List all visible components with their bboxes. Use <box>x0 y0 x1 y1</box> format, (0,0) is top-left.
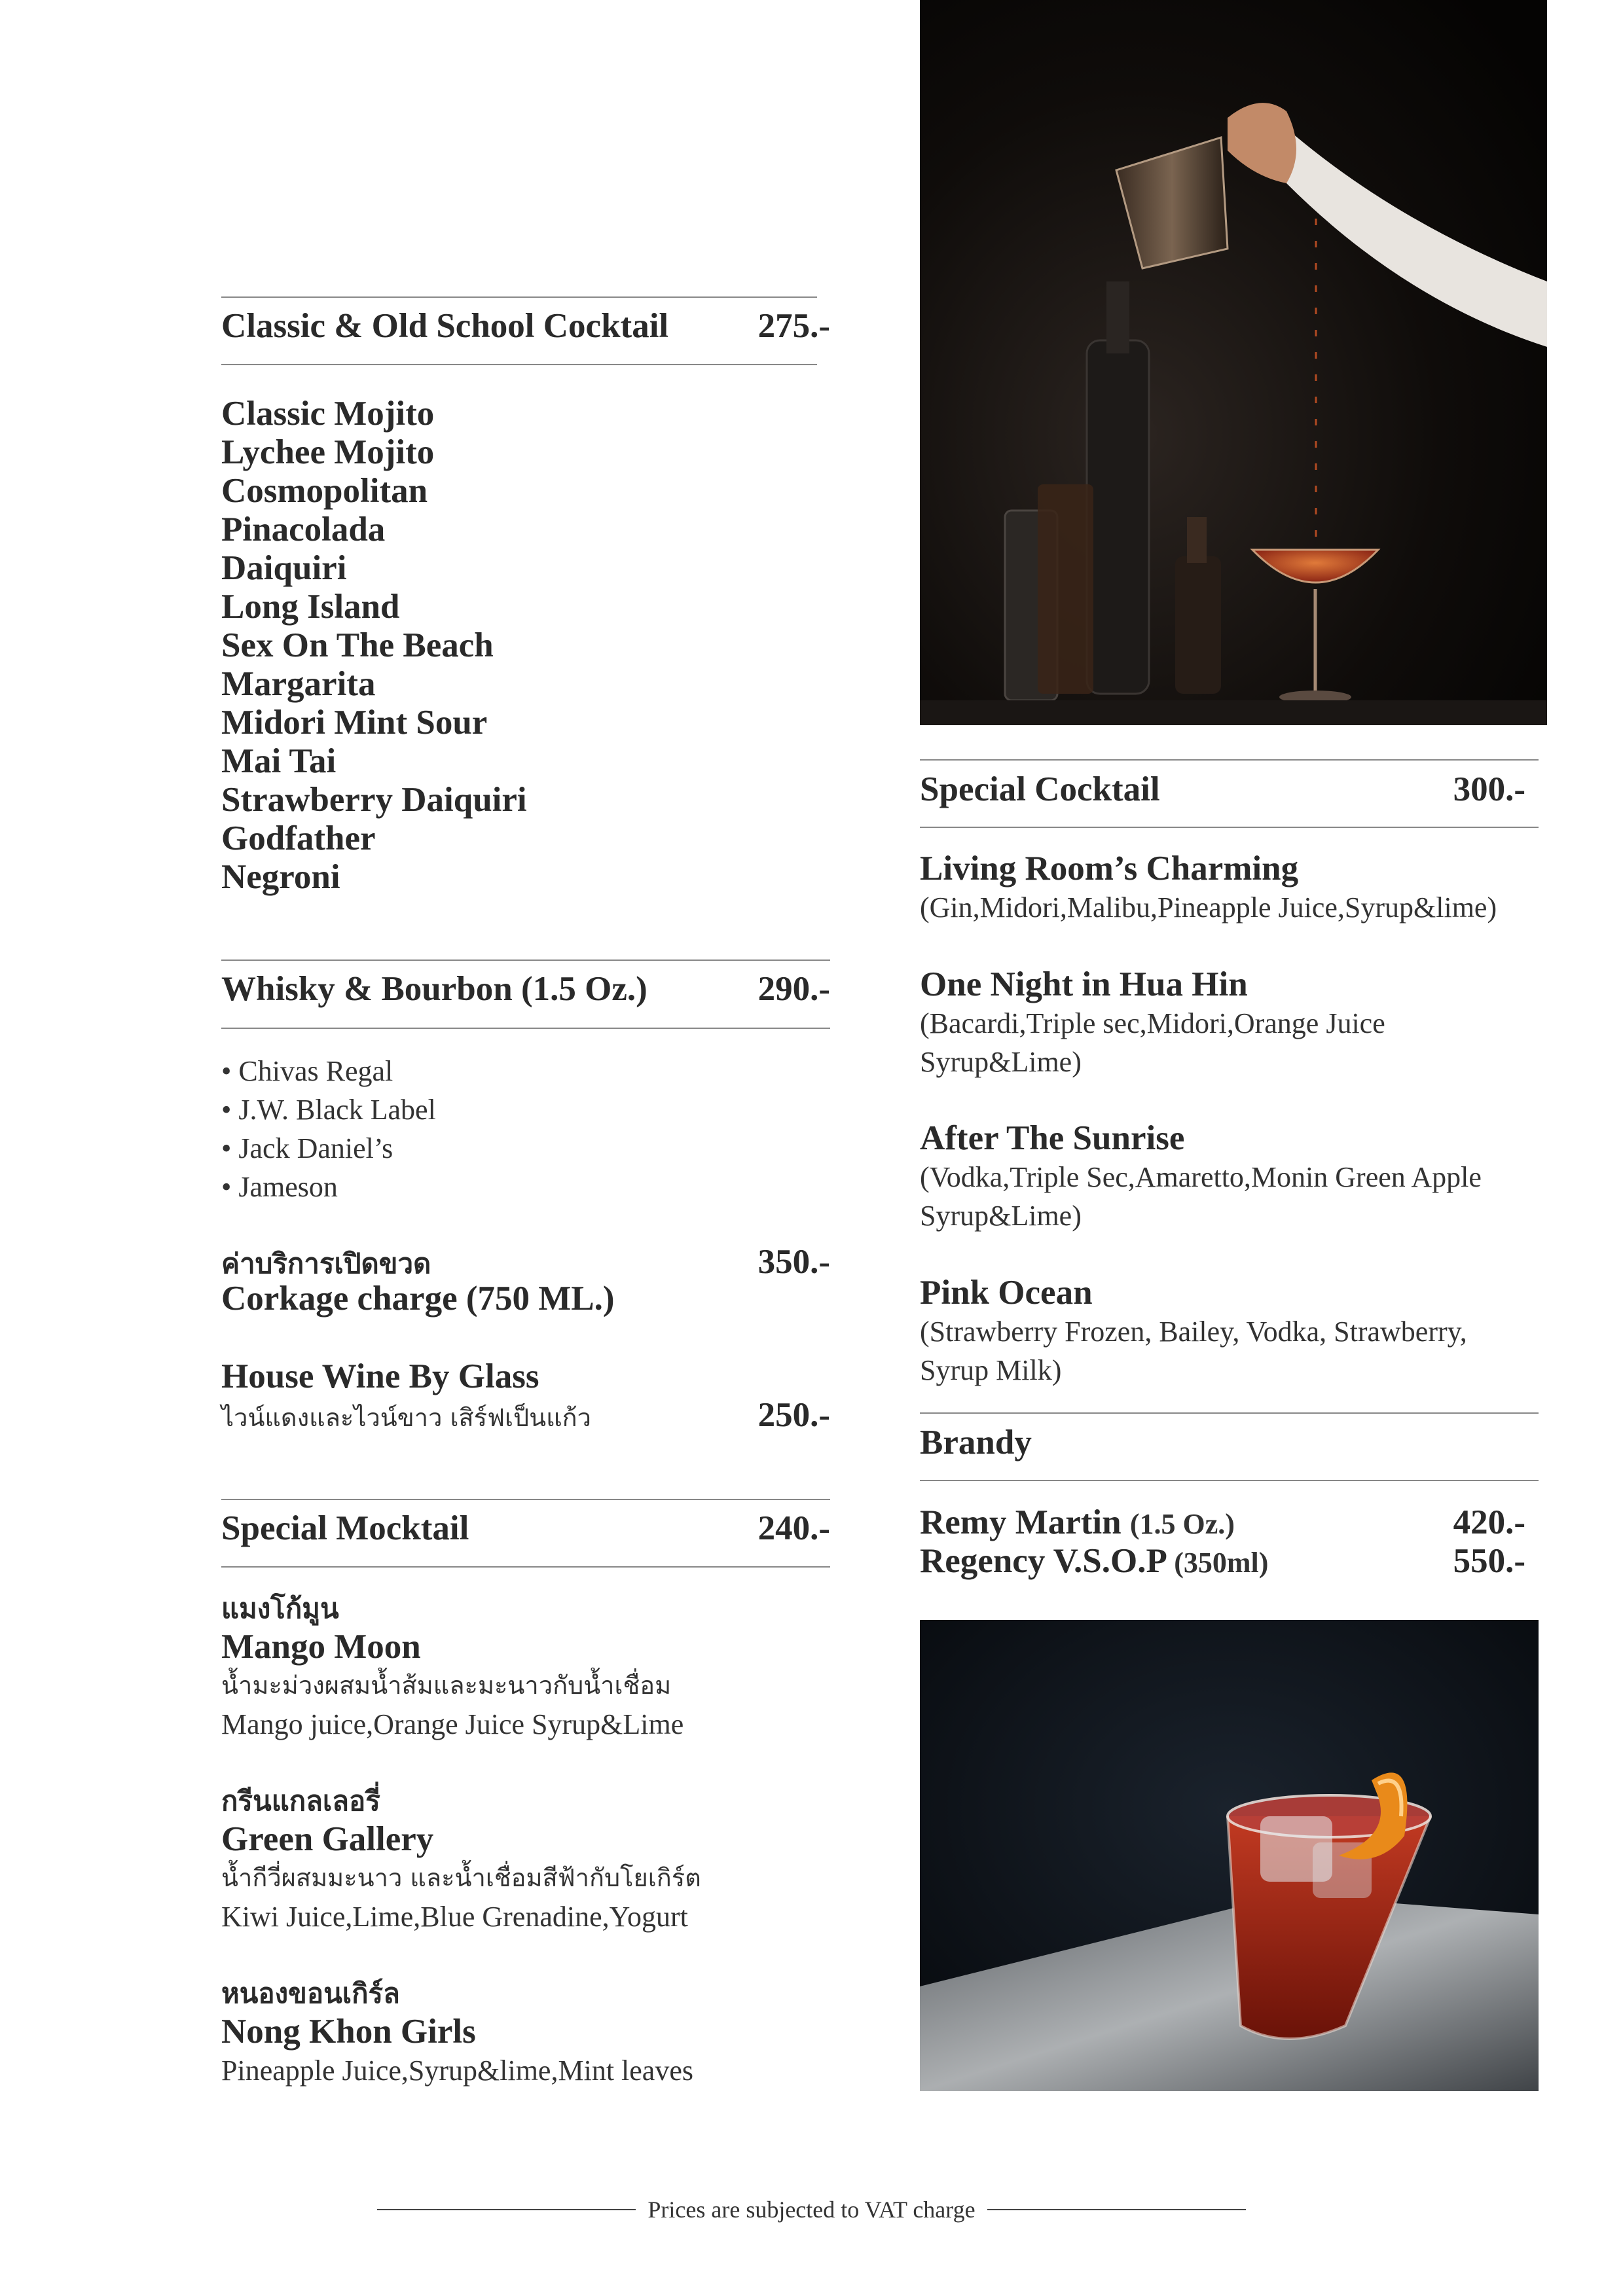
item-name: Green Gallery <box>221 1820 434 1858</box>
list-item: Lychee Mojito <box>221 433 435 471</box>
divider <box>221 1028 830 1029</box>
divider <box>920 1480 1539 1481</box>
classic-list <box>221 395 527 897</box>
brandy-size: (1.5 Oz.) <box>1129 1508 1235 1540</box>
list-item: • Jack Daniel’s <box>221 1132 393 1164</box>
brandy-name: Regency V.S.O.P <box>920 1542 1165 1580</box>
item-desc: Mango juice,Orange Juice Syrup&Lime <box>221 1708 684 1740</box>
item-thai-desc: น้ำมะม่วงผสมน้ำส้มและมะนาวกับน้ำเชื่อม <box>221 1671 672 1700</box>
negroni-glass-illustration <box>920 1620 1539 2091</box>
whisky-list <box>221 1052 436 1206</box>
item-desc: (Bacardi,Triple sec,Midori,Orange Juice <box>920 1007 1385 1039</box>
house-wine-label: House Wine By Glass <box>221 1357 539 1395</box>
item-desc: (Gin,Midori,Malibu,Pineapple Juice,Syrup&lime) <box>920 891 1497 924</box>
item-desc: (Strawberry Frozen, Bailey, Vodka, Strawberry, <box>920 1316 1467 1348</box>
item-desc: Kiwi Juice,Lime,Blue Grenadine,Yogurt <box>221 1901 688 1933</box>
house-wine-price: 250.- <box>757 1396 830 1434</box>
mocktail-item <box>221 1782 701 1936</box>
item-name: Pink Ocean <box>920 1274 1093 1312</box>
list-item: Strawberry Daiquiri <box>221 781 527 819</box>
list-item: Midori Mint Sour <box>221 704 488 742</box>
divider <box>221 960 830 961</box>
list-item: Margarita <box>221 665 376 703</box>
item-name: Nong Khon Girls <box>221 2013 476 2051</box>
divider <box>221 1566 830 1568</box>
item-desc: Syrup&Lime) <box>920 1200 1082 1232</box>
footer-rule-left <box>377 2209 636 2210</box>
vat-footer <box>0 2196 1623 2223</box>
special-title: Special Cocktail <box>920 770 1160 808</box>
divider <box>221 1499 830 1500</box>
brandy-price: 420.- <box>1453 1503 1525 1541</box>
bartender-photo <box>920 0 1547 725</box>
divider <box>920 827 1539 828</box>
list-item: Sex On The Beach <box>221 626 494 664</box>
list-item: Cosmopolitan <box>221 472 428 510</box>
brandy-title: Brandy <box>920 1424 1032 1462</box>
whisky-price: 290.- <box>757 970 830 1008</box>
item-desc: Syrup Milk) <box>920 1354 1062 1386</box>
mocktail-price: 240.- <box>757 1509 830 1547</box>
corkage-label: Corkage charge (750 ML.) <box>221 1280 615 1318</box>
brandy-row <box>920 1541 1525 1582</box>
mocktail-title: Special Mocktail <box>221 1509 469 1547</box>
brandy-name: Remy Martin <box>920 1503 1122 1541</box>
special-item <box>920 1274 1467 1390</box>
classic-price: 275.- <box>757 307 830 345</box>
corkage-thai: ค่าบริการเปิดขวด <box>221 1247 431 1280</box>
brandy-size: (350ml) <box>1174 1547 1269 1579</box>
item-name: After The Sunrise <box>920 1119 1185 1157</box>
brandy-row <box>920 1503 1525 1543</box>
item-name: One Night in Hua Hin <box>920 965 1248 1003</box>
special-item <box>920 850 1497 927</box>
item-name: Mango Moon <box>221 1628 421 1666</box>
special-item <box>920 965 1385 1081</box>
item-thai-name: แมงโก้มูน <box>221 1592 339 1624</box>
list-item: Classic Mojito <box>221 395 435 433</box>
classic-title: Classic & Old School Cocktail <box>221 307 669 345</box>
corkage-price: 350.- <box>757 1243 830 1281</box>
list-item: • J.W. Black Label <box>221 1094 436 1126</box>
divider <box>920 1412 1539 1414</box>
special-item <box>920 1119 1482 1235</box>
list-item: Negroni <box>221 858 340 896</box>
footer-rule-right <box>987 2209 1246 2210</box>
mocktail-item <box>221 1589 684 1744</box>
item-desc: Syrup&Lime) <box>920 1046 1082 1078</box>
item-thai-name: กรีนแกลเลอรี่ <box>221 1785 380 1817</box>
house-wine-thai: ไวน์แดงและไวน์ขาว เสิร์ฟเป็นแก้ว <box>221 1403 591 1432</box>
item-desc: (Vodka,Triple Sec,Amaretto,Monin Green Apple <box>920 1161 1482 1193</box>
list-item: Godfather <box>221 819 376 857</box>
item-thai-desc: น้ำกีวี่ผสมมะนาว และน้ำเชื่อมสีฟ้ากับโยเกิร์ต <box>221 1863 701 1892</box>
special-price: 300.- <box>1453 770 1525 808</box>
mocktail-item <box>221 1974 693 2090</box>
brandy-price: 550.- <box>1453 1542 1525 1580</box>
divider <box>920 759 1539 761</box>
divider <box>221 364 817 365</box>
cocktail-pour-illustration <box>920 0 1547 725</box>
item-name: Living Room’s Charming <box>920 850 1299 888</box>
list-item: • Jameson <box>221 1171 338 1203</box>
list-item: Pinacolada <box>221 511 386 548</box>
list-item: Daiquiri <box>221 549 347 587</box>
item-desc: Pineapple Juice,Syrup&lime,Mint leaves <box>221 2054 693 2087</box>
list-item: Mai Tai <box>221 742 337 780</box>
list-item: • Chivas Regal <box>221 1055 393 1087</box>
divider <box>221 296 817 298</box>
list-item: Long Island <box>221 588 400 626</box>
whisky-title: Whisky & Bourbon (1.5 Oz.) <box>221 970 647 1008</box>
item-thai-name: หนองขอนเกิร์ล <box>221 1977 400 2009</box>
footer-text: Prices are subjected to VAT charge <box>647 2197 976 2223</box>
negroni-photo <box>920 1620 1539 2091</box>
